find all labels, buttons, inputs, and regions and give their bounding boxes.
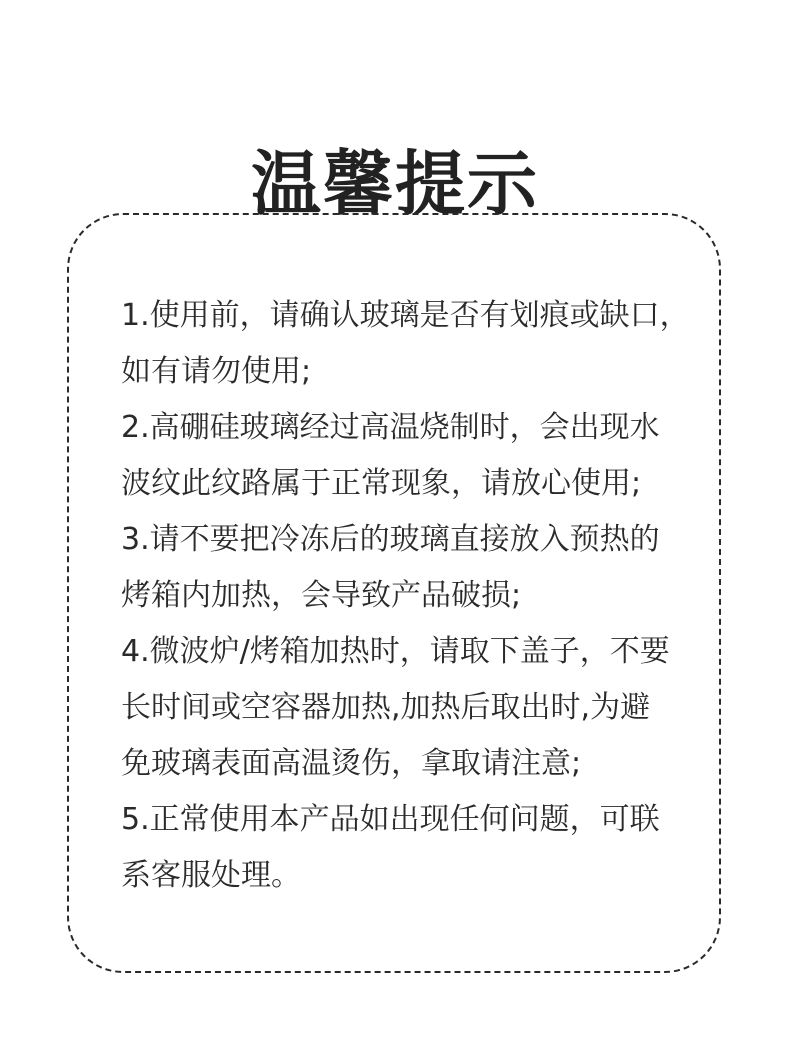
notice-line: 1.使用前，请确认玻璃是否有划痕或缺口，: [121, 298, 690, 333]
notice-list: [121, 288, 711, 904]
notice-line: 免玻璃表面高温烫伤，拿取请注意;: [121, 746, 582, 781]
notice-line: 长时间或空容器加热,加热后取出时,为避: [121, 690, 651, 725]
notice-line: 系客服处理。: [121, 858, 301, 893]
notice-line: 如有请勿使用;: [121, 354, 312, 389]
notice-line: 3.请不要把冷冻后的玻璃直接放入预热的: [121, 522, 660, 557]
notice-line: 烤箱内加热，会导致产品破损;: [121, 578, 522, 613]
page-title: 温馨提示: [251, 142, 539, 225]
notice-line: 波纹此纹路属于正常现象，请放心使用;: [121, 466, 642, 501]
notice-line: 5.正常使用本产品如出现任何问题，可联: [121, 802, 660, 837]
notice-line: 2.高硼硅玻璃经过高温烧制时，会出现水: [121, 410, 660, 445]
notice-line: 4.微波炉/烤箱加热时，请取下盖子，不要: [121, 634, 670, 669]
